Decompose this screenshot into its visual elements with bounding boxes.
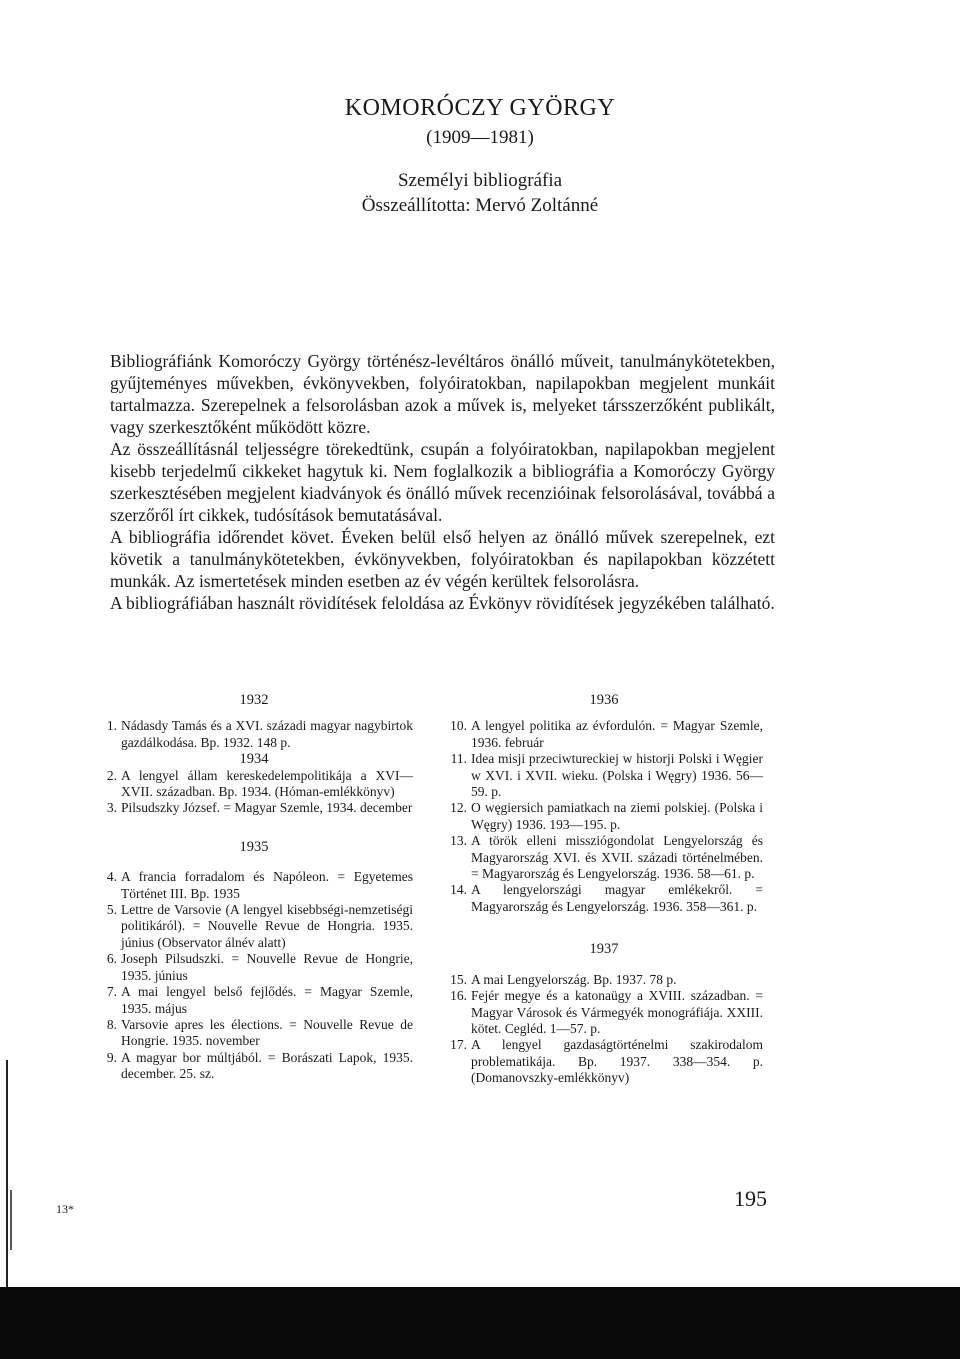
intro-paragraph: Az összeállításnál teljességre törekedtünk, csupán a folyóiratokban, napilapokban megjelent kisebb terjedelmű cikkeket hagytuk ki. Nem foglalkozik a bibliográfia a Komoróczy György szerkesztésében megjelent kiadványok és önálló művek recenzióinak felsorolásával, továbbá a szerzőről írt cikkek, tudósítások bemutatásával. — [110, 439, 775, 525]
bibliography-entry — [445, 972, 763, 988]
bibliography-entry — [445, 882, 763, 915]
bibliography-entry — [445, 800, 763, 833]
entry-number: 12. — [450, 800, 467, 816]
scan-bottom-border — [0, 1287, 960, 1359]
entry-number: 4. — [106, 869, 117, 885]
entry-text: Fejér megye és a katonaügy a XVIII. században. = Magyar Városok és Vármegyék monográfiája. XXIII. kötet. Cegléd. 1—57. p. — [471, 988, 763, 1036]
entry-number: 7. — [106, 984, 117, 1000]
bibliography-entry — [95, 1017, 413, 1050]
intro-paragraph: Bibliográfiánk Komoróczy György történész-levéltáros önálló műveit, tanulmánykötetekben, gyűjteményes művekben, évkönyvekben, folyóiratokban, napilapokban megjelent munkáit tartalmazza. Szerepelnek a felsorolásban azok a művek is, melyeket társszerzőként publikált, vagy szerkesztőként működött közre. — [110, 351, 775, 437]
entry-text: O węgiersich pamiatkach na ziemi polskiej. (Polska i Węgry) 1936. 193—195. p. — [471, 800, 763, 832]
bibliography-entry — [445, 1037, 763, 1086]
bibliography-entry — [95, 718, 413, 751]
scan-edge-line — [6, 1060, 8, 1290]
year-heading: 1936 — [589, 692, 619, 708]
intro-paragraph: A bibliográfiában használt rövidítések feloldása az Évkönyv rövidítések jegyzékében található. — [110, 593, 775, 613]
entry-number: 17. — [450, 1037, 467, 1053]
bibliography-right-column — [445, 692, 763, 1087]
bibliography-entry — [95, 1050, 413, 1083]
entry-text: A lengyel gazdaságtörténelmi szakirodalom problematikája. Bp. 1937. 338—354. p. (Domanovszky-emlékkönyv) — [471, 1037, 763, 1086]
year-heading: 1935 — [239, 838, 269, 855]
bibliography-entry — [445, 833, 763, 882]
year-heading: 1934 — [239, 751, 269, 768]
intro-section — [110, 350, 775, 614]
entry-text: Lettre de Varsovie (A lengyel kisebbségi-nemzetiségi politikáról). = Nouvelle Revue de Hongria. 1935. június (Observator álnév alatt) — [121, 902, 413, 950]
year-heading: 1937 — [589, 941, 619, 958]
entry-text: A török elleni missziógondolat Lengyelország és Magyarország XVI. és XVII. századi történelmében. = Magyarország és Lengyelország. 1936. 58—61. p. — [471, 833, 763, 882]
bibliography-entry — [445, 718, 763, 751]
entry-text: A mai Lengyelország. Bp. 1937. 78 p. — [471, 971, 677, 987]
entry-text: A mai lengyel belső fejlődés. = Magyar Szemle, 1935. május — [121, 984, 413, 1016]
entry-text: A francia forradalom és Napóleon. = Egyetemes Történet III. Bp. 1935 — [121, 869, 413, 901]
year-heading: 1932 — [239, 692, 269, 708]
bibliography-entry — [95, 902, 413, 951]
entry-number: 10. — [450, 718, 467, 734]
bibliography-entry — [445, 988, 763, 1037]
printer-signature: 13* — [56, 1202, 74, 1216]
entry-text: A lengyel politika az évfordulón. = Magyar Szemle, 1936. február — [471, 718, 763, 750]
bibliography-entry — [95, 800, 413, 816]
entry-number: 14. — [450, 882, 467, 898]
scan-edge-mark — [10, 1190, 12, 1250]
entry-text: A lengyelországi magyar emlékekről. = Magyarország és Lengyelország. 1936. 358—361. p. — [471, 882, 763, 914]
bibliography-left-column — [95, 692, 413, 1083]
entry-text: Pilsudszky József. = Magyar Szemle, 1934. december — [121, 800, 413, 816]
entry-text: Varsovie apres les élections. = Nouvelle Revue de Hongrie. 1935. november — [121, 1016, 413, 1049]
subtitle: Személyi bibliográfia — [397, 170, 563, 191]
page-title: KOMORÓCZY GYÖRGY — [344, 95, 616, 121]
entry-number: 3. — [106, 800, 117, 816]
entry-text: Nádasdy Tamás és a XVI. századi magyar nagybirtok gazdálkodása. Bp. 1932. 148 p. — [121, 718, 413, 750]
life-years: (1909—1981) — [426, 127, 534, 148]
entry-text: A lengyel állam kereskedelempolitikája a XVI—XVII. században. Bp. 1934. (Hóman-emlékkönyv) — [121, 767, 413, 800]
compiler-line: Összeállította: Mervó Zoltánné — [361, 195, 599, 216]
page-number: 195 — [734, 1186, 767, 1211]
entry-number: 13. — [450, 833, 467, 849]
bibliography-entry — [95, 984, 413, 1017]
entry-number: 2. — [106, 767, 117, 783]
bibliography-entry — [95, 869, 413, 902]
entry-number: 1. — [106, 718, 117, 734]
bibliography-entry — [95, 951, 413, 984]
entry-number: 9. — [106, 1049, 117, 1065]
entry-text: Idea misji przeciwtureckiej w historji Polski i Węgier w XVI. i XVII. wieku. (Polska i Węgry) 1936. 56—59. p. — [471, 751, 763, 800]
entry-number: 15. — [450, 971, 467, 987]
entry-number: 8. — [106, 1016, 117, 1032]
entry-text: Joseph Pilsudszki. = Nouvelle Revue de Hongrie, 1935. június — [121, 951, 413, 983]
bibliography-entry — [95, 768, 413, 801]
entry-number: 6. — [106, 951, 117, 967]
entry-number: 5. — [106, 902, 117, 918]
entry-number: 16. — [450, 988, 467, 1004]
entry-number: 11. — [450, 751, 467, 767]
intro-paragraph: A bibliográfia időrendet követ. Éveken belül első helyen az önálló művek szerepelnek, ezt követik a tanulmánykötetekben, évkönyvekben, folyóiratokban és napilapokban közzétett munkák. Az ismertetések minden esetben az év végén kerültek felsorolásra. — [110, 527, 775, 591]
entry-text: A magyar bor múltjából. = Borászati Lapok, 1935. december. 25. sz. — [121, 1049, 413, 1082]
bibliography-entry — [445, 751, 763, 800]
